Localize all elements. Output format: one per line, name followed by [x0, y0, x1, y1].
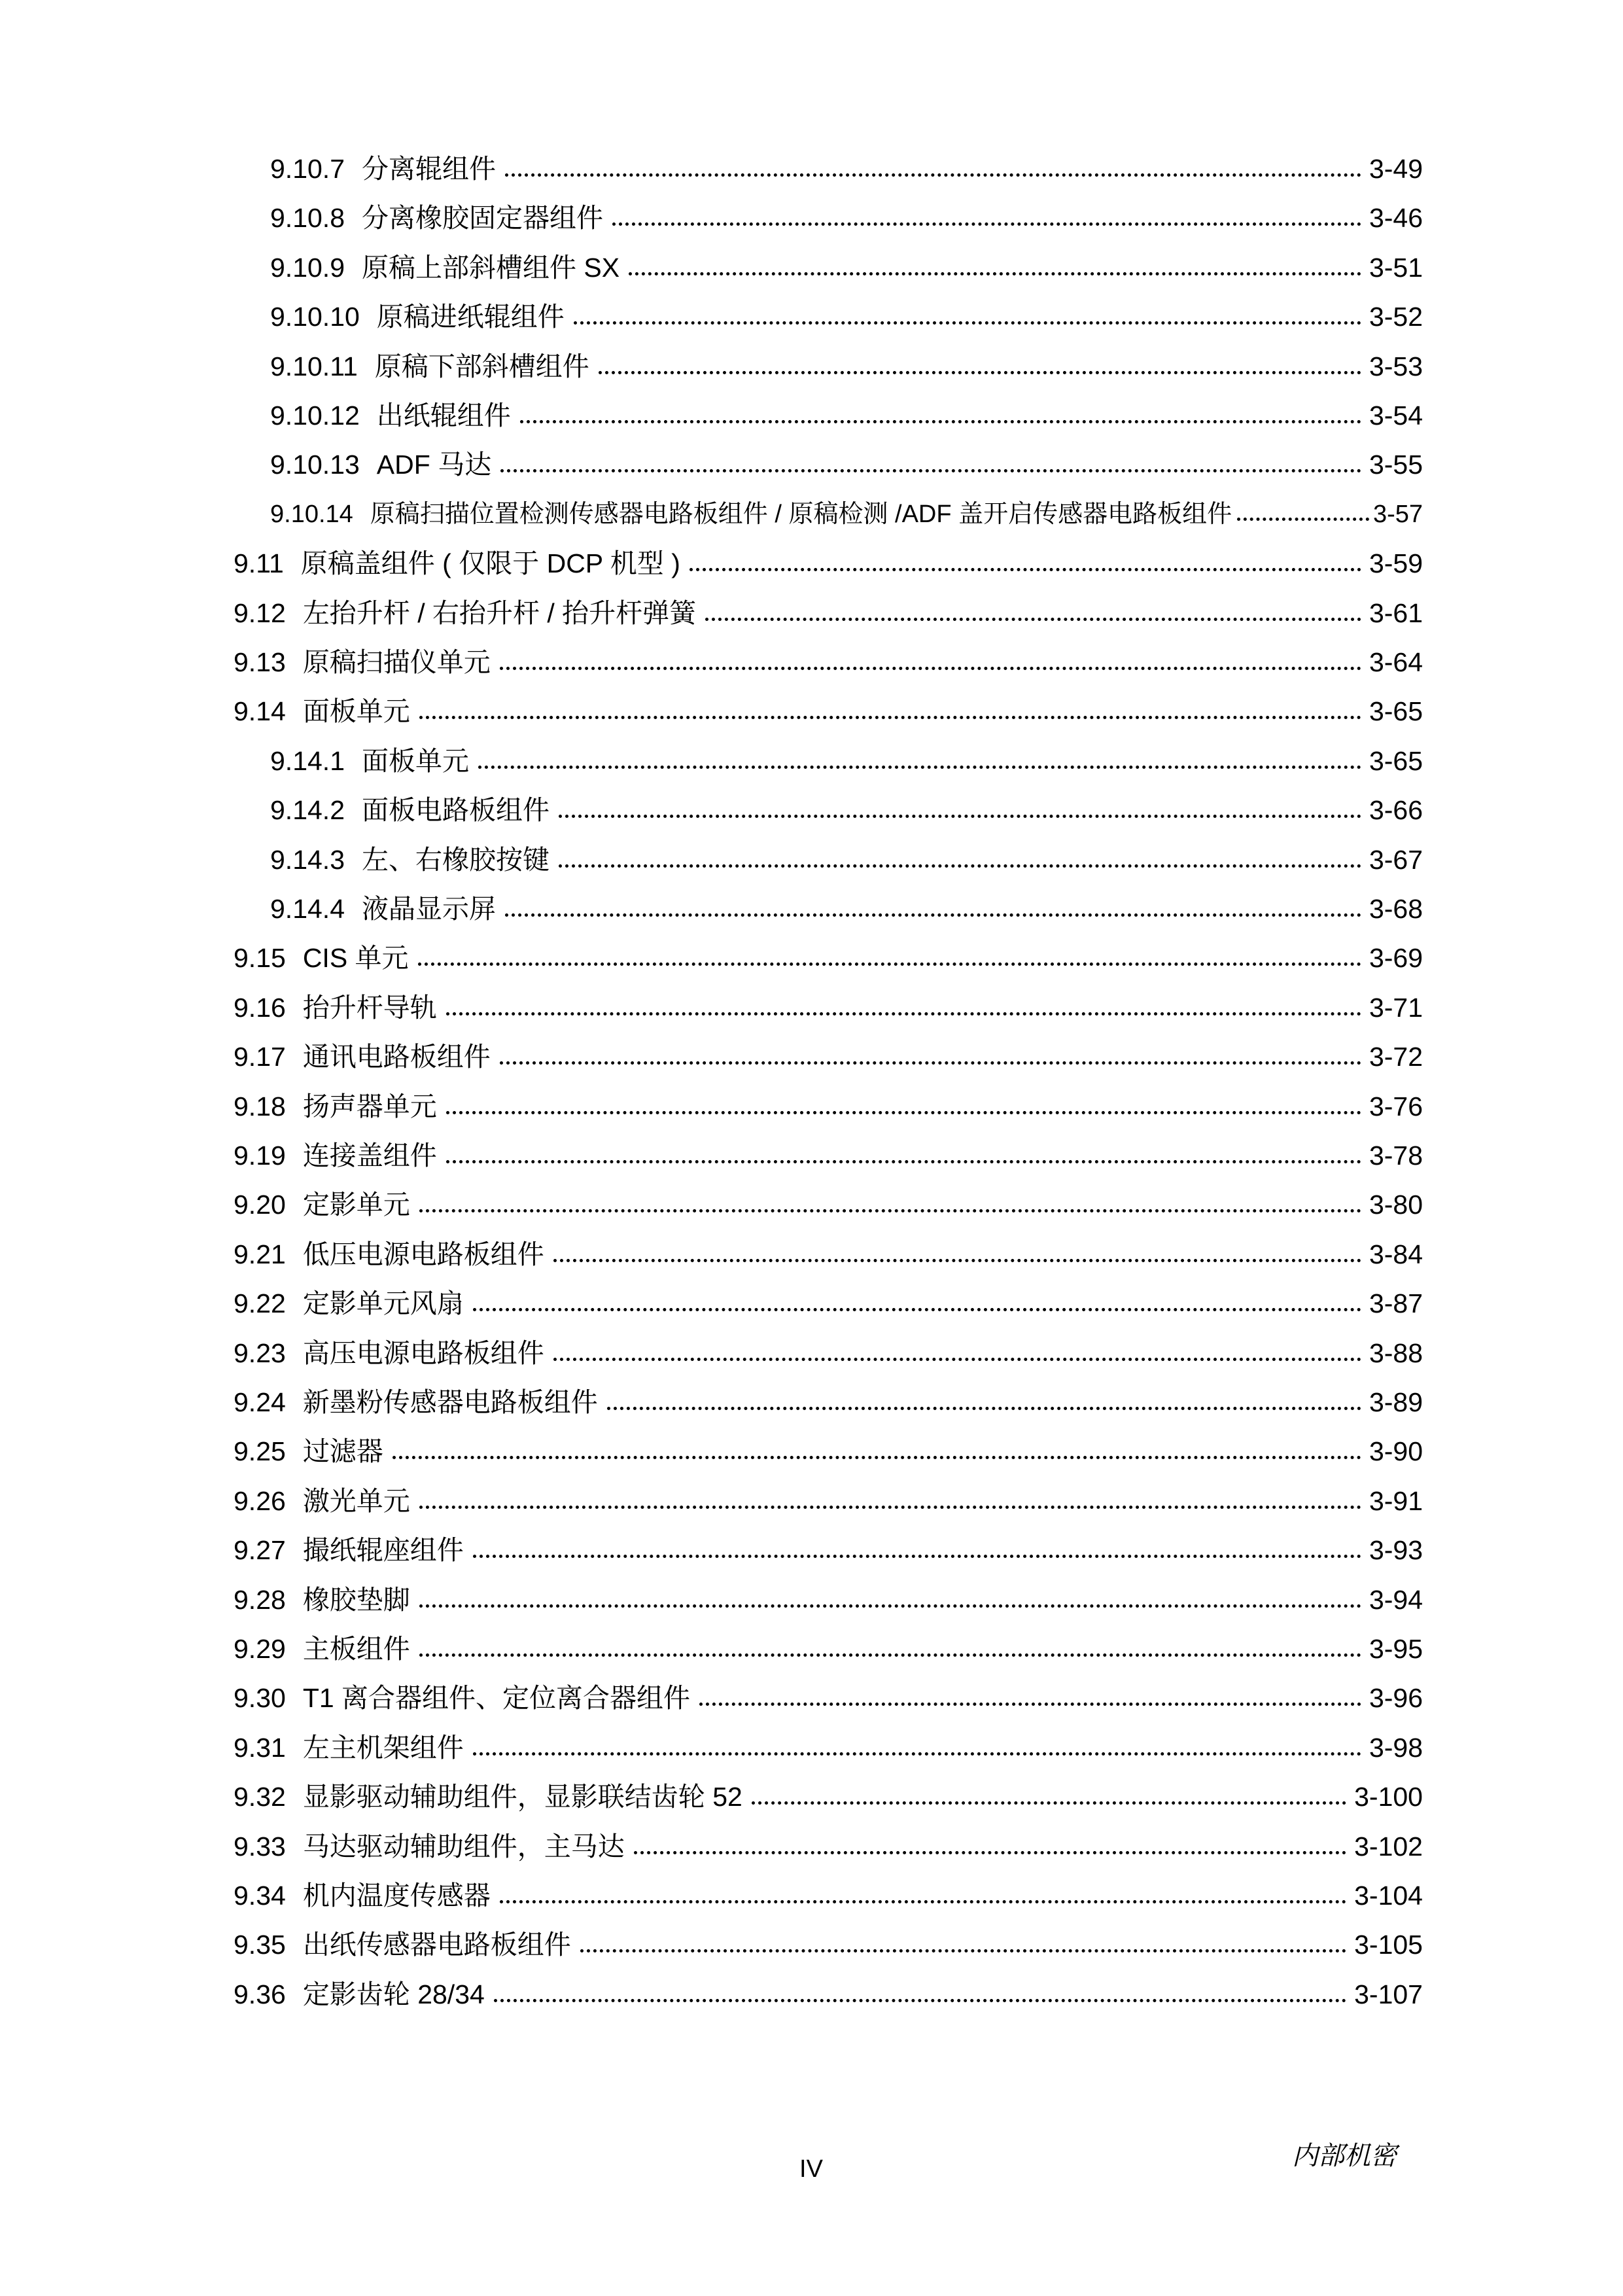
toc-entry-page: 3-59: [1369, 548, 1423, 578]
toc-entry[interactable]: [234, 1236, 1423, 1273]
page-number: IV: [799, 2155, 823, 2183]
toc-entry-page: 3-49: [1369, 154, 1423, 184]
toc-entry-page: 3-61: [1369, 598, 1423, 628]
toc-entry-title: 定影齿轮 28/34: [302, 1979, 485, 2009]
toc-entry-page: 3-65: [1369, 696, 1423, 726]
toc-dot-leader: [473, 1308, 1361, 1311]
toc-dot-leader: [419, 1209, 1361, 1212]
toc-entry[interactable]: [270, 792, 1423, 828]
toc-entry-title: 左、右橡胶按键: [362, 845, 550, 875]
toc-entry[interactable]: [234, 1581, 1423, 1618]
toc-entry[interactable]: [234, 1828, 1423, 1865]
toc-entry-page: 3-102: [1354, 1831, 1423, 1862]
toc-entry-number: 9.14.1: [270, 746, 345, 776]
toc-entry-page: 3-54: [1369, 400, 1423, 431]
toc-entry-number: 9.16: [234, 993, 286, 1023]
toc-entry-number: 9.29: [234, 1634, 286, 1664]
toc-dot-leader: [580, 1949, 1346, 1952]
toc-entry[interactable]: [234, 1285, 1423, 1322]
toc-entry-number: 9.19: [234, 1140, 286, 1171]
toc-entry-title: 激光单元: [302, 1486, 410, 1516]
toc-entry-page: 3-78: [1369, 1140, 1423, 1171]
toc-entry[interactable]: [270, 200, 1423, 236]
toc-entry-title: 液晶显示屏: [362, 894, 496, 924]
toc-entry[interactable]: [234, 1384, 1423, 1421]
toc-entry-page: 3-95: [1369, 1634, 1423, 1664]
toc-entry-page: 3-55: [1369, 450, 1423, 480]
toc-entry-number: 9.10.9: [270, 253, 345, 283]
toc-entry-number: 9.10.11: [270, 351, 358, 381]
toc-entry-page: 3-57: [1372, 501, 1423, 528]
toc-entry-title: 出纸传感器电路板组件: [302, 1930, 571, 1960]
toc-dot-leader: [599, 371, 1361, 374]
toc-entry[interactable]: [270, 397, 1423, 434]
toc-entry[interactable]: [270, 298, 1423, 335]
toc-dot-leader: [553, 1358, 1361, 1361]
toc-entry[interactable]: [270, 150, 1423, 187]
toc-entry[interactable]: [234, 1433, 1423, 1470]
toc-entry-page: 3-64: [1369, 647, 1423, 677]
toc-dot-leader: [607, 1407, 1361, 1410]
toc-entry-number: 9.35: [234, 1930, 286, 1960]
toc-entry-page: 3-66: [1369, 795, 1423, 825]
toc-entry-title: 定影单元风扇: [302, 1288, 464, 1318]
toc-entry-page: 3-89: [1369, 1387, 1423, 1417]
toc-dot-leader: [559, 864, 1361, 868]
toc-entry-title: 橡胶垫脚: [302, 1585, 410, 1615]
toc-entry[interactable]: [234, 1088, 1423, 1125]
toc-dot-leader: [752, 1801, 1346, 1805]
toc-entry-title: 分离辊组件: [362, 154, 496, 184]
toc-entry-page: 3-46: [1369, 203, 1423, 233]
toc-entry-title: 面板单元: [302, 696, 410, 726]
toc-dot-leader: [419, 1604, 1361, 1608]
toc-entry-number: 9.13: [234, 647, 286, 677]
toc-entry-number: 9.14.4: [270, 894, 345, 924]
toc-entry[interactable]: [234, 989, 1423, 1026]
toc-entry-title: 分离橡胶固定器组件: [362, 203, 603, 233]
toc-entry[interactable]: [234, 1038, 1423, 1075]
toc-entry-title: 左主机架组件: [302, 1733, 464, 1763]
toc-entry-number: 9.24: [234, 1387, 286, 1417]
toc-entry[interactable]: [270, 841, 1423, 878]
toc-entry-number: 9.10.10: [270, 302, 360, 332]
toc-dot-leader: [419, 716, 1361, 719]
toc-entry[interactable]: [234, 1335, 1423, 1371]
toc-entry-page: 3-76: [1369, 1091, 1423, 1122]
toc-entry-title: 原稿下部斜槽组件: [374, 351, 589, 381]
toc-dot-leader: [1237, 518, 1369, 521]
toc-entry-number: 9.36: [234, 1979, 286, 2009]
toc-entry[interactable]: [234, 1729, 1423, 1766]
toc-dot-leader: [473, 1752, 1361, 1756]
toc-dot-leader: [520, 420, 1361, 423]
toc-entry[interactable]: [270, 743, 1423, 779]
toc-entry-title: 显影驱动辅助组件，显影联结齿轮 52: [302, 1782, 742, 1812]
toc-dot-leader: [500, 1900, 1346, 1903]
toc-dot-leader: [500, 667, 1361, 670]
toc-entry-number: 9.33: [234, 1831, 286, 1862]
toc-entry-number: 9.10.8: [270, 203, 345, 233]
toc-entry[interactable]: [234, 1680, 1423, 1716]
toc-dot-leader: [473, 1555, 1361, 1558]
toc-entry[interactable]: [234, 1483, 1423, 1519]
toc-entry-number: 9.14.2: [270, 795, 345, 825]
toc-entry-title: 原稿上部斜槽组件 SX: [362, 253, 620, 283]
toc-entry-title: 原稿盖组件 ( 仅限于 DCP 机型 ): [300, 548, 680, 578]
toc-entry-title: 原稿进纸辊组件: [376, 302, 565, 332]
toc-entry[interactable]: [234, 1532, 1423, 1568]
toc-entry[interactable]: [234, 1631, 1423, 1667]
toc-entry-page: 3-65: [1369, 746, 1423, 776]
toc-entry-number: 9.17: [234, 1042, 286, 1072]
toc-entry-title: 机内温度传感器: [302, 1881, 491, 1911]
toc-entry-number: 9.10.12: [270, 400, 360, 431]
toc-entry[interactable]: [234, 1976, 1423, 2013]
toc-entry-title: 低压电源电路板组件: [302, 1239, 544, 1269]
toc-entry-number: 9.11: [234, 548, 284, 578]
toc-entry-page: 3-69: [1369, 943, 1423, 973]
toc-entry-title: 新墨粉传感器电路板组件: [302, 1387, 598, 1417]
toc-entry[interactable]: [234, 1137, 1423, 1174]
toc-entry-number: 9.23: [234, 1338, 286, 1368]
toc-entry[interactable]: [234, 693, 1423, 730]
toc-entry-page: 3-88: [1369, 1338, 1423, 1368]
toc-entry[interactable]: [234, 595, 1423, 631]
toc-entry-title: 原稿扫描仪单元: [302, 647, 491, 677]
toc-entry[interactable]: [270, 249, 1423, 286]
toc-entry-page: 3-72: [1369, 1042, 1423, 1072]
toc-entry-number: 9.27: [234, 1535, 286, 1565]
toc-entry-page: 3-53: [1369, 351, 1423, 381]
toc-entry-number: 9.25: [234, 1436, 286, 1466]
toc-entry[interactable]: [234, 644, 1423, 680]
toc-entry-number: 9.32: [234, 1782, 286, 1812]
toc-entry-page: 3-91: [1369, 1486, 1423, 1516]
toc-entry-number: 9.10.7: [270, 154, 345, 184]
toc-entry-title: 左抬升杆 / 右抬升杆 / 抬升杆弹簧: [302, 598, 697, 628]
toc-entry-page: 3-67: [1369, 845, 1423, 875]
confidential-mark: 内部机密: [1292, 2141, 1397, 2170]
toc-entry-page: 3-93: [1369, 1535, 1423, 1565]
toc-entry[interactable]: [234, 1186, 1423, 1223]
toc-dot-leader: [494, 1999, 1346, 2002]
toc-dot-leader: [505, 913, 1361, 917]
toc-entry-page: 3-105: [1354, 1930, 1423, 1960]
toc-entry-title: 定影单元: [302, 1190, 410, 1220]
toc-entry-number: 9.28: [234, 1585, 286, 1615]
toc-entry-title: 扬声器单元: [302, 1091, 437, 1122]
toc-entry-page: 3-100: [1354, 1782, 1423, 1812]
toc-entry-title: 出纸辊组件: [376, 400, 511, 431]
toc-dot-leader: [629, 272, 1361, 275]
toc-dot-leader: [478, 766, 1361, 769]
toc-dot-leader: [446, 1111, 1361, 1114]
toc-entry-number: 9.12: [234, 598, 286, 628]
toc-entry-title: 面板单元: [362, 746, 469, 776]
toc-entry-page: 3-51: [1369, 253, 1423, 283]
toc-entry[interactable]: [270, 891, 1423, 927]
toc-dot-leader: [446, 1160, 1361, 1163]
toc-entry-page: 3-96: [1369, 1683, 1423, 1713]
toc-entry-number: 9.34: [234, 1881, 286, 1911]
toc-entry[interactable]: [234, 1778, 1423, 1815]
toc-entry-number: 9.10.13: [270, 450, 360, 480]
toc-dot-leader: [418, 963, 1361, 966]
toc-entry-title: 抬升杆导轨: [302, 993, 437, 1023]
toc-entry-number: 9.14.3: [270, 845, 345, 875]
toc-entry-number: 9.30: [234, 1683, 286, 1713]
toc-dot-leader: [393, 1456, 1361, 1459]
toc-dot-leader: [505, 173, 1361, 177]
toc-entry-title: 通讯电路板组件: [302, 1042, 491, 1072]
toc-entry-title: 高压电源电路板组件: [302, 1338, 544, 1368]
toc-entry-title: 过滤器: [302, 1436, 383, 1466]
toc-entry-page: 3-68: [1369, 894, 1423, 924]
toc-entry-number: 9.21: [234, 1239, 286, 1269]
toc-dot-leader: [699, 1703, 1361, 1706]
toc-entry-number: 9.14: [234, 696, 286, 726]
toc-entry-title: CIS 单元: [302, 943, 409, 973]
toc-entry-title: 面板电路板组件: [362, 795, 550, 825]
toc-entry[interactable]: [234, 1877, 1423, 1914]
toc-entry-title: 连接盖组件: [302, 1140, 437, 1171]
toc-entry[interactable]: [270, 446, 1423, 483]
toc-entry-page: 3-80: [1369, 1190, 1423, 1220]
toc-dot-leader: [419, 1653, 1361, 1657]
toc-dot-leader: [574, 321, 1361, 325]
toc-dot-leader: [500, 1061, 1361, 1065]
toc-entry-number: 9.20: [234, 1190, 286, 1220]
toc-entry-number: 9.10.14: [270, 501, 353, 528]
toc-entry[interactable]: [270, 496, 1423, 533]
toc-entry-title: ADF 马达: [376, 450, 492, 480]
toc-entry-page: 3-90: [1369, 1436, 1423, 1466]
toc-dot-leader: [419, 1506, 1361, 1509]
toc-entry-page: 3-107: [1354, 1979, 1423, 2009]
toc-entry-title: T1 离合器组件、定位离合器组件: [302, 1683, 691, 1713]
toc-entry-number: 9.18: [234, 1091, 286, 1122]
toc-entry-title: 主板组件: [302, 1634, 410, 1664]
toc-entry-title: 马达驱动辅助组件，主马达: [302, 1831, 625, 1862]
toc-entry[interactable]: [234, 1926, 1423, 1963]
toc-entry-page: 3-52: [1369, 302, 1423, 332]
toc-entry-title: 撮纸辊座组件: [302, 1535, 464, 1565]
toc-dot-leader: [446, 1012, 1361, 1016]
toc-entry-page: 3-84: [1369, 1239, 1423, 1269]
toc-entry-number: 9.22: [234, 1288, 286, 1318]
toc-entry-number: 9.31: [234, 1733, 286, 1763]
toc-entry-page: 3-94: [1369, 1585, 1423, 1615]
toc-entry-number: 9.26: [234, 1486, 286, 1516]
toc-entry[interactable]: [270, 348, 1423, 385]
toc-entry-title: 原稿扫描位置检测传感器电路板组件 / 原稿检测 /ADF 盖开启传感器电路板组件: [370, 501, 1232, 528]
toc-dot-leader: [553, 1259, 1361, 1262]
toc-dot-leader: [612, 222, 1361, 226]
toc-entry-number: 9.15: [234, 943, 286, 973]
toc-entry-page: 3-98: [1369, 1733, 1423, 1763]
toc-dot-leader: [705, 618, 1361, 621]
toc-entry[interactable]: [234, 545, 1423, 582]
toc-dot-leader: [634, 1851, 1346, 1854]
toc-dot-leader: [559, 815, 1361, 818]
toc-dot-leader: [500, 469, 1361, 472]
toc-entry-page: 3-71: [1369, 993, 1423, 1023]
toc-entry-page: 3-104: [1354, 1881, 1423, 1911]
toc-entry-page: 3-87: [1369, 1288, 1423, 1318]
toc-dot-leader: [689, 568, 1361, 571]
toc-entry[interactable]: [234, 940, 1423, 976]
